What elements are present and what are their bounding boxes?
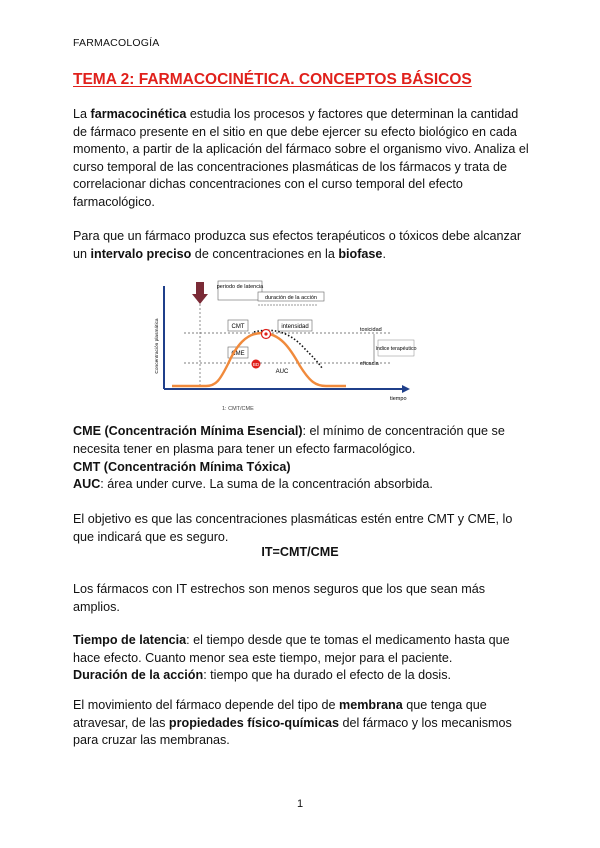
- figure-caption: 1: CMT/CME: [222, 406, 254, 412]
- biofase-paragraph: Para que un fármaco produzca sus efectos terapéuticos o tóxicos debe alcanzar un intervalo preciso de concentraciones en la biofase.: [73, 229, 522, 261]
- intensity-label: intensidad: [281, 324, 309, 330]
- it-paragraph: Los fármacos con IT estrechos son menos seguros que los que sean más amplios.: [73, 582, 486, 614]
- membrane-paragraph: El movimiento del fármaco depende del tipo de membrana que tenga que atravesar, de las propiedades físico-químicas del fármaco y los mecanismos para cruzar las membranas.: [73, 698, 512, 747]
- x-axis-arrow: [402, 385, 410, 393]
- formula: IT=CMT/CME: [261, 545, 339, 559]
- y-axis-label: Concentración plasmática: [155, 318, 160, 374]
- objective-paragraph: El objetivo es que las concentraciones plasmáticas estén entre CMT y CME, lo que indicará que es seguro.: [73, 512, 513, 544]
- svg-text:BD: BD: [252, 362, 260, 367]
- cme-label: CME: [231, 351, 245, 357]
- period-label: periodo de latencia: [216, 284, 264, 290]
- efficacy-label: eficacia: [360, 361, 379, 367]
- latency-paragraph: Tiempo de latencia: el tiempo desde que te tomas el medicamento hasta que hace efecto. Cuanto menor sea este tiempo, mejor para el paciente. Duración de la acción: tiempo que ha durado el efecto de la dosis.: [73, 633, 510, 682]
- concentration-curve: [172, 333, 346, 386]
- page-header: FARMACOLOGÍA: [73, 37, 160, 49]
- page-number: 1: [296, 798, 304, 810]
- cmt-label: CMT: [231, 324, 245, 330]
- page-title: TEMA 2: FARMACOCINÉTICA. CONCEPTOS BÁSICOS: [73, 71, 472, 88]
- intro-paragraph: La farmacocinética estudia los procesos y factores que determinan la cantidad de fármaco presente en el sitio en que debe ejercer su efecto biológico en cada momento, a partir de la aplicación del fármaco sobre el organismo vivo. Analiza el curso temporal de las concentraciones plasmáticas de los fármacos y trata de correlacionar dichas concentraciones con el curso temporal del efecto farmacológico.: [73, 107, 529, 209]
- pharmacokinetic-figure: [150, 276, 420, 416]
- dose-arrow-head: [192, 294, 208, 304]
- definitions: CME (Concentración Mínima Esencial): el mínimo de concentración que se necesita tener en plasma para tener un efecto farmacológico. CMT (Concentración Mínima Tóxica) AUC: área under curve. La suma de la concentración absorbida.: [73, 424, 505, 492]
- duration-label: duración de la acción: [265, 295, 317, 301]
- dose-arrow-shaft: [196, 282, 204, 294]
- therapeutic-label: índice terapéutico: [375, 346, 417, 352]
- auc-label: AUC: [275, 369, 289, 375]
- time-label: tiempo: [390, 396, 407, 402]
- toxicity-label: toxicidad: [360, 327, 382, 333]
